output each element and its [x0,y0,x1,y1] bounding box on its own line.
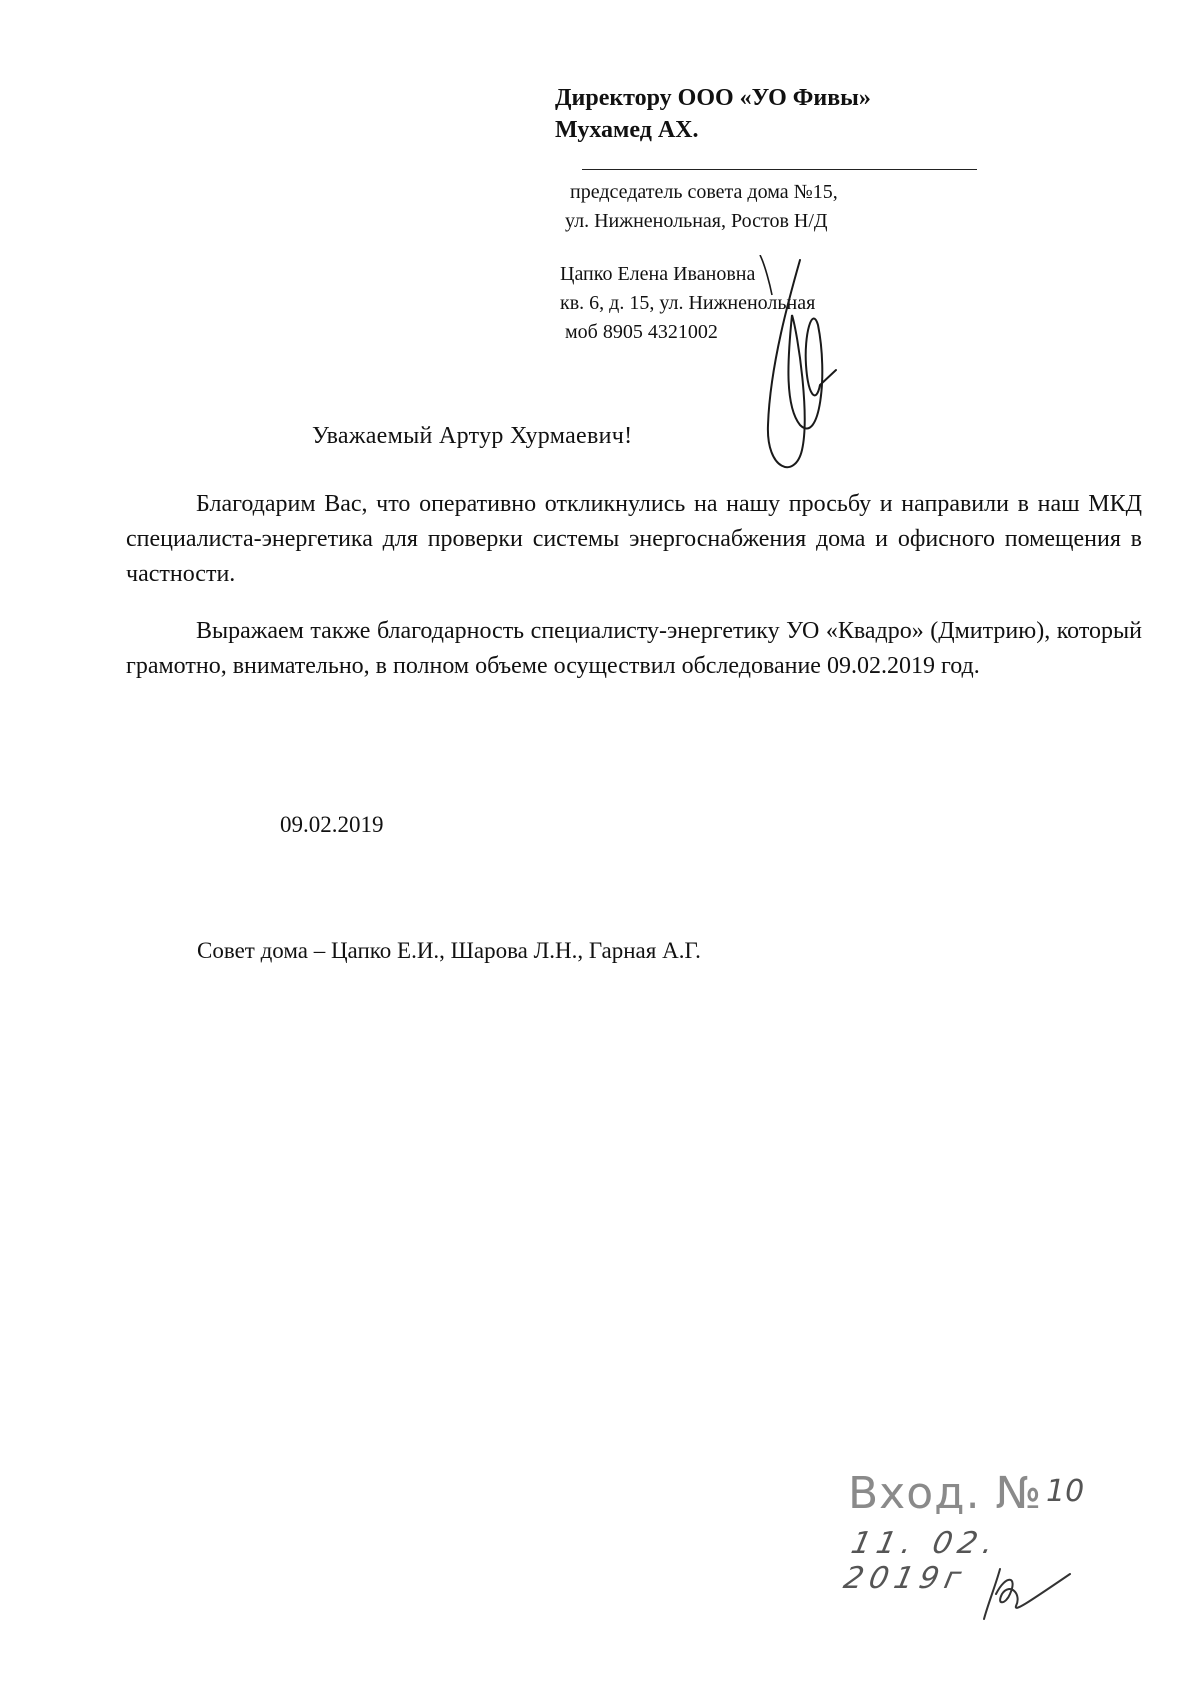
sender-name: Цапко Елена Ивановна [560,263,756,285]
addressee-line-2: Мухамед АХ. [555,117,699,143]
addressee-divider [582,169,977,170]
stamp-label: Вход. № [848,1468,1043,1519]
paragraph-gratitude: Выражаем также благодарность специалисту-энергетику УО «Квадро» (Дмитрию), который грамотно, внимательно, в полном объеме осуществил обследование 09.02.2019 год. [126,618,1142,679]
sender-role-block [565,178,838,236]
stamp-signature [966,1564,1076,1624]
sender-role-line-1: председатель совета дома №15, [570,181,838,203]
handwritten-signature [740,255,880,485]
incoming-stamp [840,1468,1118,1628]
addressee-block [555,82,871,146]
paragraph-thanks: Благодарим Вас, что оперативно откликнулись на нашу просьбу и направили в наш МКД специалиста-энергетика для проверки системы энергоснабжения дома и офисного помещения в частности. [126,491,1142,587]
letter-date: 09.02.2019 [280,812,384,837]
sender-phone: моб 8905 4321002 [565,321,718,343]
council-signatories: Совет дома – Цапко Е.И., Шарова Л.Н., Гарная А.Г. [197,938,701,963]
greeting: Уважаемый Артур Хурмаевич! [312,423,633,449]
sender-address: кв. 6, д. 15, ул. Нижненольная [560,292,816,314]
stamp-number: 10 [1046,1474,1085,1509]
stamp-date: 11. 02. 2019г [840,1526,1003,1596]
addressee-line-1: Директору ООО «УО Фивы» [555,85,871,111]
sender-role-line-2: ул. Нижненольная, Ростов Н/Д [565,210,828,232]
